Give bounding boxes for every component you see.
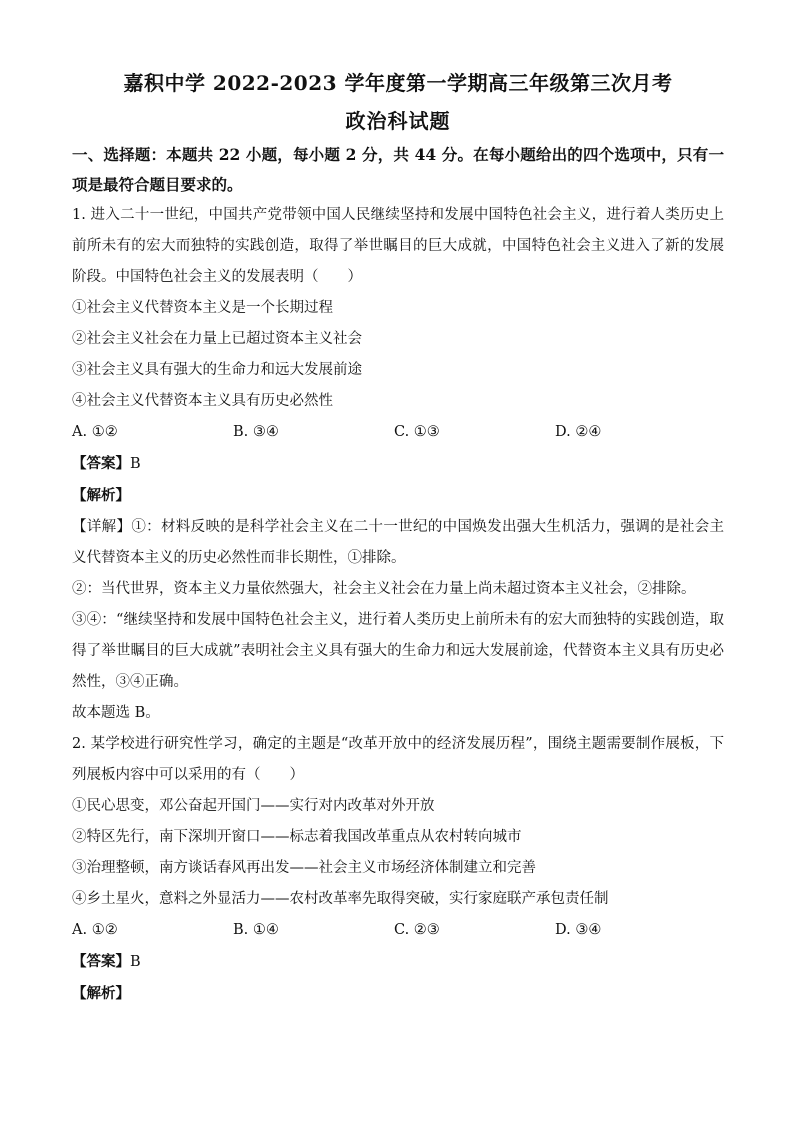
answer-options bbox=[72, 915, 724, 946]
statement-1: ①社会主义代替资本主义是一个长期过程 bbox=[72, 300, 333, 316]
analysis-label: 【解析】 bbox=[72, 487, 130, 504]
explanation-text-1: ①：材料反映的是科学社会主义在二十一世纪的中国焕发出强大生机活力，强调的是社会主义代替资本主义的历史必然性而非长期性，①排除。 bbox=[72, 519, 725, 566]
question-1 bbox=[72, 200, 724, 729]
statement-1: ①民心思变，邓公奋起开国门——实行对内改革对外开放 bbox=[72, 798, 435, 814]
explanation-1 bbox=[72, 512, 724, 574]
statement-3: ③治理整顿，南方谈话春风再出发——社会主义市场经济体制建立和完善 bbox=[72, 860, 536, 876]
option-a: A. ①② bbox=[72, 922, 118, 938]
option-d: D. ③④ bbox=[555, 922, 602, 938]
section-heading: 一、选择题：本题共 22 小题，每小题 2 分，共 44 分。在每小题给出的四个选项中，只有一项是最符合题目要求的。 bbox=[72, 145, 724, 194]
question-stem: 2. 某学校进行研究性学习，确定的主题是“改革开放中的经济发展历程”，围绕主题需要制作展板，下列展板内容中可以采用的有（ ） bbox=[72, 736, 724, 783]
option-b: B. ③④ bbox=[233, 424, 279, 440]
answer-label: 【答案】 bbox=[72, 455, 130, 472]
statement-3: ③社会主义具有强大的生命力和远大发展前途 bbox=[72, 362, 362, 378]
explanation-conclusion: 故本题选 B。 bbox=[72, 705, 160, 721]
answer-value: B bbox=[130, 456, 141, 472]
exam-title: 嘉积中学 2022-2023 学年度第一学期高三年级第三次月考 bbox=[123, 71, 673, 95]
answer-value: B bbox=[130, 954, 141, 970]
statement-2: ②社会主义社会在力量上已超过资本主义社会 bbox=[72, 331, 362, 347]
option-c: C. ②③ bbox=[394, 922, 440, 938]
question-2 bbox=[72, 729, 724, 1010]
question-stem: 1. 进入二十一世纪，中国共产党带领中国人民继续坚持和发展中国特色社会主义，进行着人类历史上前所未有的宏大而独特的实践创造，取得了举世瞩目的巨大成就，中国特色社会主义进入了新的发展阶段。中国特色社会主义的发展表明（ ） bbox=[72, 207, 724, 285]
analysis-line bbox=[72, 480, 724, 512]
option-a: A. ①② bbox=[72, 424, 118, 440]
option-b: B. ①④ bbox=[233, 922, 279, 938]
analysis-label: 【解析】 bbox=[72, 985, 130, 1002]
answer-options bbox=[72, 417, 724, 448]
exam-subtitle: 政治科试题 bbox=[345, 109, 451, 133]
answer-line bbox=[72, 946, 724, 978]
explanation-2: ②：当代世界，资本主义力量依然强大，社会主义社会在力量上尚未超过资本主义社会，②排除。 bbox=[72, 581, 696, 597]
answer-line bbox=[72, 448, 724, 480]
statement-2: ②特区先行，南下深圳开窗口——标志着我国改革重点从农村转向城市 bbox=[72, 829, 522, 845]
detail-label: 【详解】 bbox=[72, 519, 132, 535]
option-d: D. ②④ bbox=[555, 424, 602, 440]
explanation-3: ③④：“继续坚持和发展中国特色社会主义，进行着人类历史上前所未有的宏大而独特的实践创造，取得了举世瞩目的巨大成就”表明社会主义具有强大的生命力和远大发展前途，代替资本主义具有历史必然性，③④正确。 bbox=[72, 612, 724, 690]
statement-4: ④社会主义代替资本主义具有历史必然性 bbox=[72, 393, 333, 409]
analysis-line bbox=[72, 978, 724, 1010]
answer-label: 【答案】 bbox=[72, 953, 130, 970]
option-c: C. ①③ bbox=[394, 424, 440, 440]
statement-4: ④乡土星火，意料之外显活力——农村改革率先取得突破，实行家庭联产承包责任制 bbox=[72, 891, 609, 907]
